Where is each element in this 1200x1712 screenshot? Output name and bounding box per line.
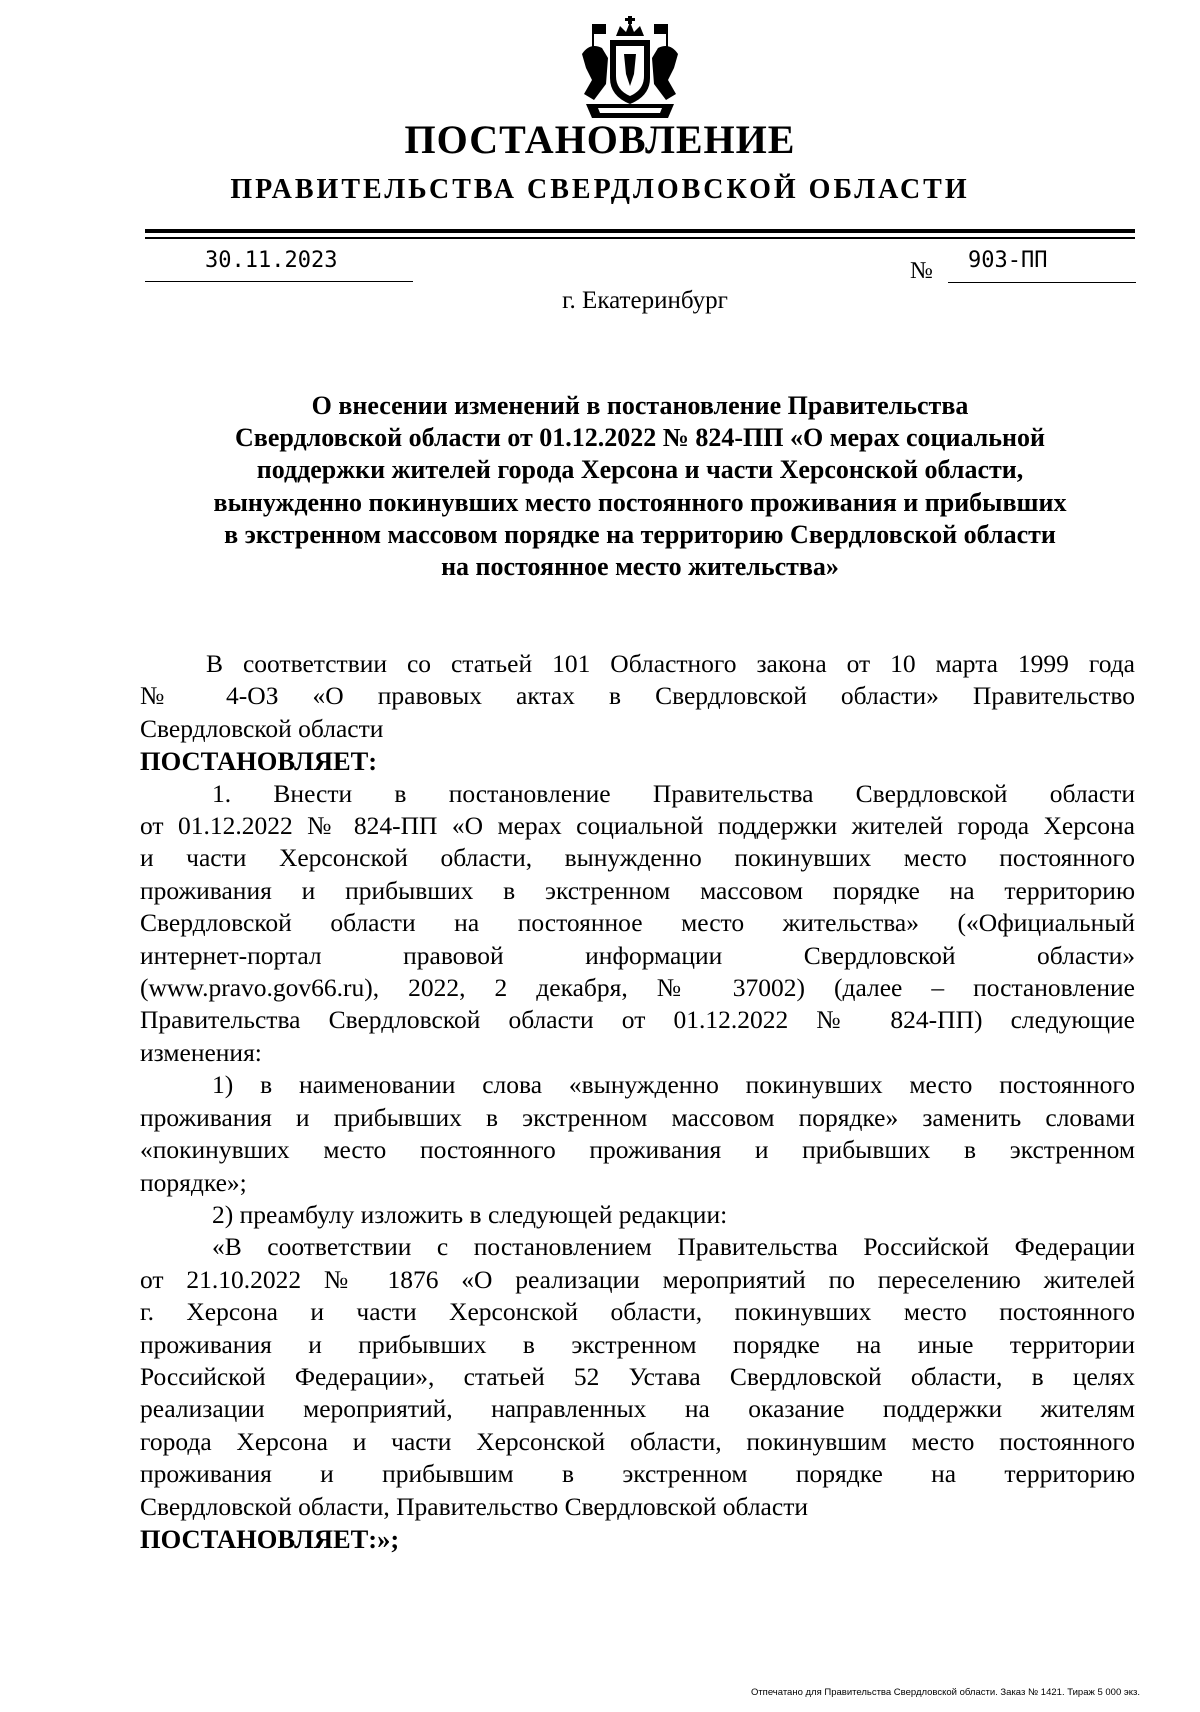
heading-line: вынужденно покинувших место постоянного проживания и прибывших [213, 487, 1067, 517]
body-line: Свердловской области, Правительство Свердловской области [140, 1491, 808, 1521]
heading-line: в экстренном массовом порядке на территорию Свердловской области [224, 519, 1056, 549]
header-rule-thin [145, 237, 1135, 239]
body-line: проживания и прибывших в экстренном порядке на иные территории [140, 1329, 1135, 1359]
date-underline [145, 281, 413, 282]
coat-of-arms-icon [572, 14, 688, 126]
body-line: порядке»; [140, 1167, 247, 1197]
heading-line: О внесении изменений в постановление Правительства [311, 391, 969, 420]
quote-decree-word: ПОСТАНОВЛЯЕТ:»; [140, 1523, 400, 1554]
body-line: Правительства Свердловской области от 01.12.2022 № 824-ПП) следующие [140, 1005, 1135, 1035]
header-rule-thick [145, 229, 1135, 233]
document-subtitle: ПРАВИТЕЛЬСТВА СВЕРДЛОВСКОЙ ОБЛАСТИ [230, 174, 970, 205]
body-line: Свердловской области [140, 713, 384, 743]
body-line: интернет-портал правовой информации Свердловской области» [140, 940, 1135, 970]
heading-line: Свердловской области от 01.12.2022 № 824-ПП «О мерах социальной [235, 423, 1045, 453]
body-line: 1) в наименовании слова «вынужденно покинувших место постоянного [212, 1070, 1135, 1100]
document-date: 30.11.2023 [205, 248, 338, 273]
body-line: 1. Внести в постановление Правительства Свердловской области [212, 778, 1135, 808]
body-line: проживания и прибывших в экстренном массовом порядке на территорию [140, 875, 1135, 905]
body-line: «В соответствии с постановлением Правительства Российской Федерации [212, 1232, 1135, 1262]
number-underline [948, 282, 1136, 283]
body-line: города Херсона и части Херсонской области, покинувшим место постоянного [140, 1426, 1135, 1456]
body-line: Свердловской области на постоянное место жительства» («Официальный [140, 908, 1135, 938]
body-line: проживания и прибывших в экстренном массовом порядке» заменить словами [140, 1102, 1135, 1132]
document-number: 903-ПП [968, 248, 1048, 273]
number-sign: № [910, 258, 933, 284]
print-note: Отпечатано для Правительства Свердловской области. Заказ № 1421. Тираж 5 000 экз. [750, 1687, 1140, 1698]
body-line: «покинувших место постоянного проживания и прибывших в экстренном [140, 1135, 1135, 1165]
document-heading [145, 390, 1135, 583]
heading-line: на постоянное место жительства» [441, 552, 839, 582]
body-line: (www.pravo.gov66.ru), 2022, 2 декабря, № 37002) (далее – постановление [140, 973, 1135, 1003]
decree-word: ПОСТАНОВЛЯЕТ: [140, 746, 378, 777]
body-line: Российской Федерации», статьей 52 Устава Свердловской области, в целях [140, 1361, 1135, 1391]
document-title: ПОСТАНОВЛЕНИЕ [404, 117, 796, 162]
body-line: и части Херсонской области, вынужденно покинувших место постоянного [140, 843, 1135, 873]
body-line: 2) преамбулу изложить в следующей редакции: [212, 1199, 728, 1229]
document-body [140, 648, 1135, 1555]
body-line: № 4-ОЗ «О правовых актах в Свердловской области» Правительство [140, 681, 1135, 711]
body-line: реализации мероприятий, направленных на оказание поддержки жителям [140, 1394, 1135, 1424]
body-line: от 01.12.2022 № 824-ПП «О мерах социальной поддержки жителей города Херсона [140, 811, 1135, 841]
body-line: от 21.10.2022 № 1876 «О реализации мероприятий по переселению жителей [140, 1264, 1135, 1294]
heading-line: поддержки жителей города Херсона и части Херсонской области, [256, 455, 1024, 485]
body-line: проживания и прибывшим в экстренном порядке на территорию [140, 1459, 1135, 1489]
body-line: В соответствии со статьей 101 Областного закона от 10 марта 1999 года [206, 649, 1135, 678]
body-line: г. Херсона и части Херсонской области, покинувших место постоянного [140, 1297, 1135, 1327]
document-city: г. Екатеринбург [562, 287, 728, 314]
body-line: изменения: [140, 1037, 262, 1067]
